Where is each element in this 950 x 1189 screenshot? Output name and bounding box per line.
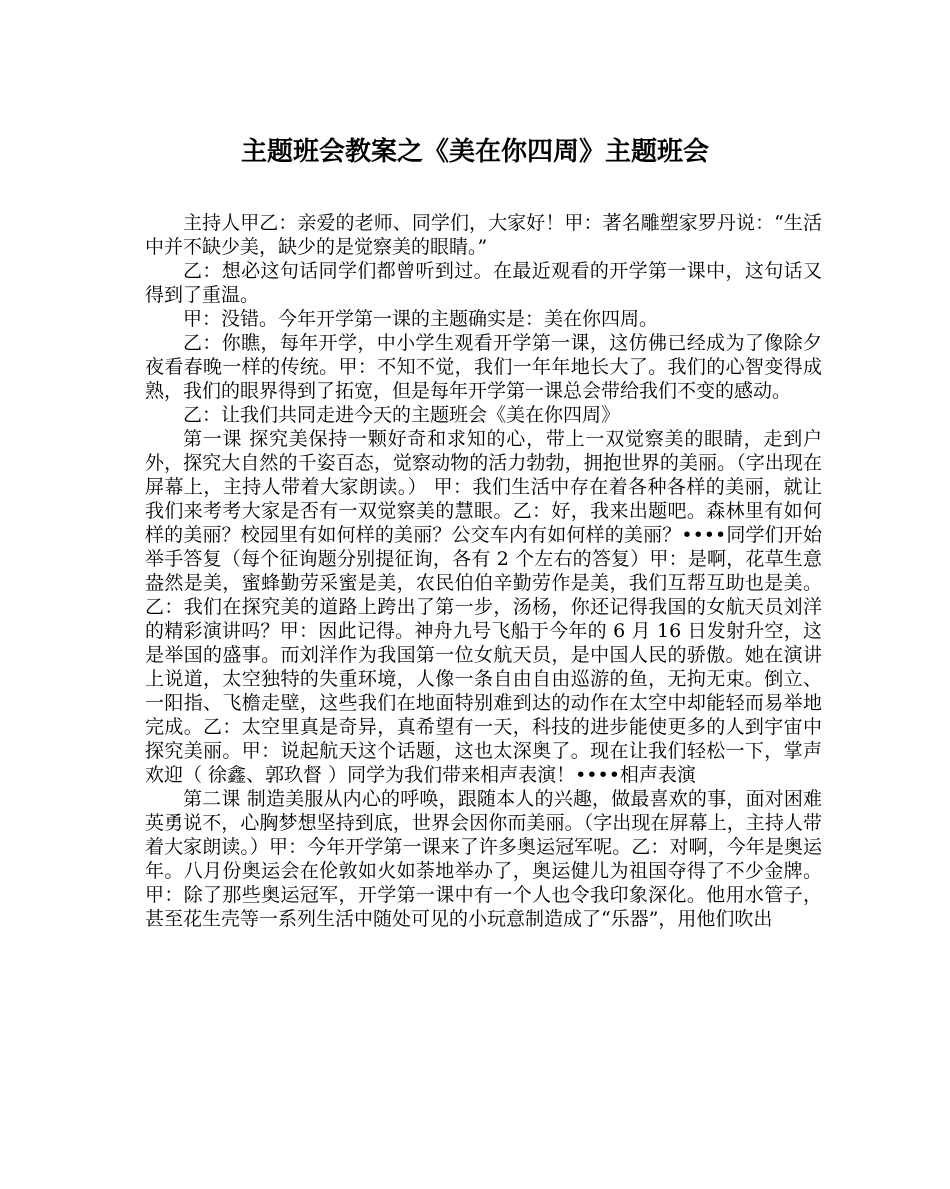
paragraph: 第一课 探究美保持一颗好奇和求知的心，带上一双觉察美的眼睛，走到户外，探究大自然的千姿百态，觉察动物的活力勃勃，拥抱世界的美丽。（字出现在屏幕上，主持人带着大家朗读。） 甲：我们生活中存在着各种各样的美丽，就让我们来考考大家是否有一双觉察美的慧眼。乙：好，我来出题吧。森林里有如何样的美丽？校园里有如何样的美丽？公交车内有如何样的美丽？••••同学们开始举手答复（每个征询题分别提征询，各有 2 个左右的答复）甲：是啊，花草生意盎然是美，蜜蜂勤劳采蜜是美，农民伯伯辛勤劳作是美，我们互帮互助也是美。乙：我们在探究美的道路上跨出了第一步，汤杨，你还记得我国的女航天员刘洋的精彩演讲吗？甲：因此记得。神舟九号飞船于今年的 6 月 16 日发射升空，这是举国的盛事。而刘洋作为我国第一位女航天员，是中国人民的骄傲。她在演讲上说道，太空独特的失重环境，人像一条自由自由巡游的鱼，无拘无束。倒立、一阳指、飞檐走壁，这些我们在地面特别难到达的动作在太空中却能轻而易举地完成。乙：太空里真是奇异，真希望有一天，科技的进步能使更多的人到宇宙中探究美丽。甲：说起航天这个话题，这也太深奥了。现在让我们轻松一下，掌声欢迎（ 徐鑫、郭玖督 ）同学为我们带来相声表演！••••相声表演 — [145, 428, 822, 786]
paragraph: 乙：你瞧，每年开学，中小学生观看开学第一课，这仿佛已经成为了像除夕夜看春晚一样的传统。甲：不知不觉，我们一年年地长大了。我们的心智变得成熟，我们的眼界得到了拓宽，但是每年开学第一课总会带给我们不变的感动。 — [145, 332, 822, 402]
paragraph: 乙：想必这句话同学们都曾听到过。在最近观看的开学第一课中，这句话又得到了重温。 — [145, 260, 822, 306]
paragraph: 第二课 制造美服从内心的呼唤，跟随本人的兴趣，做最喜欢的事，面对困难英勇说不，心胸梦想坚持到底，世界会因你而美丽。（字出现在屏幕上，主持人带着大家朗读。）甲：今年开学第一课来了许多奥运冠军呢。乙：对啊，今年是奥运年。八月份奥运会在伦敦如火如荼地举办了，奥运健儿为祖国夺得了不少金牌。甲：除了那些奥运冠军，开学第一课中有一个人也令我印象深化。他用水管子，甚至花生壳等一系列生活中随处可见的小玩意制造成了“乐器”，用他们吹出 — [145, 788, 822, 930]
paragraph: 甲：没错。今年开学第一课的主题确实是：美在你四周。 — [183, 308, 659, 330]
paragraph: 乙：让我们共同走进今天的主题班会《美在你四周》 — [183, 404, 621, 426]
document-title: 主题班会教案之《美在你四周》主题班会 — [240, 137, 709, 167]
document-body — [145, 211, 822, 931]
paragraph: 主持人甲乙：亲爱的老师、同学们，大家好！甲：著名雕塑家罗丹说：“生活中并不缺少美，缺少的是觉察美的眼睛。” — [145, 212, 822, 258]
